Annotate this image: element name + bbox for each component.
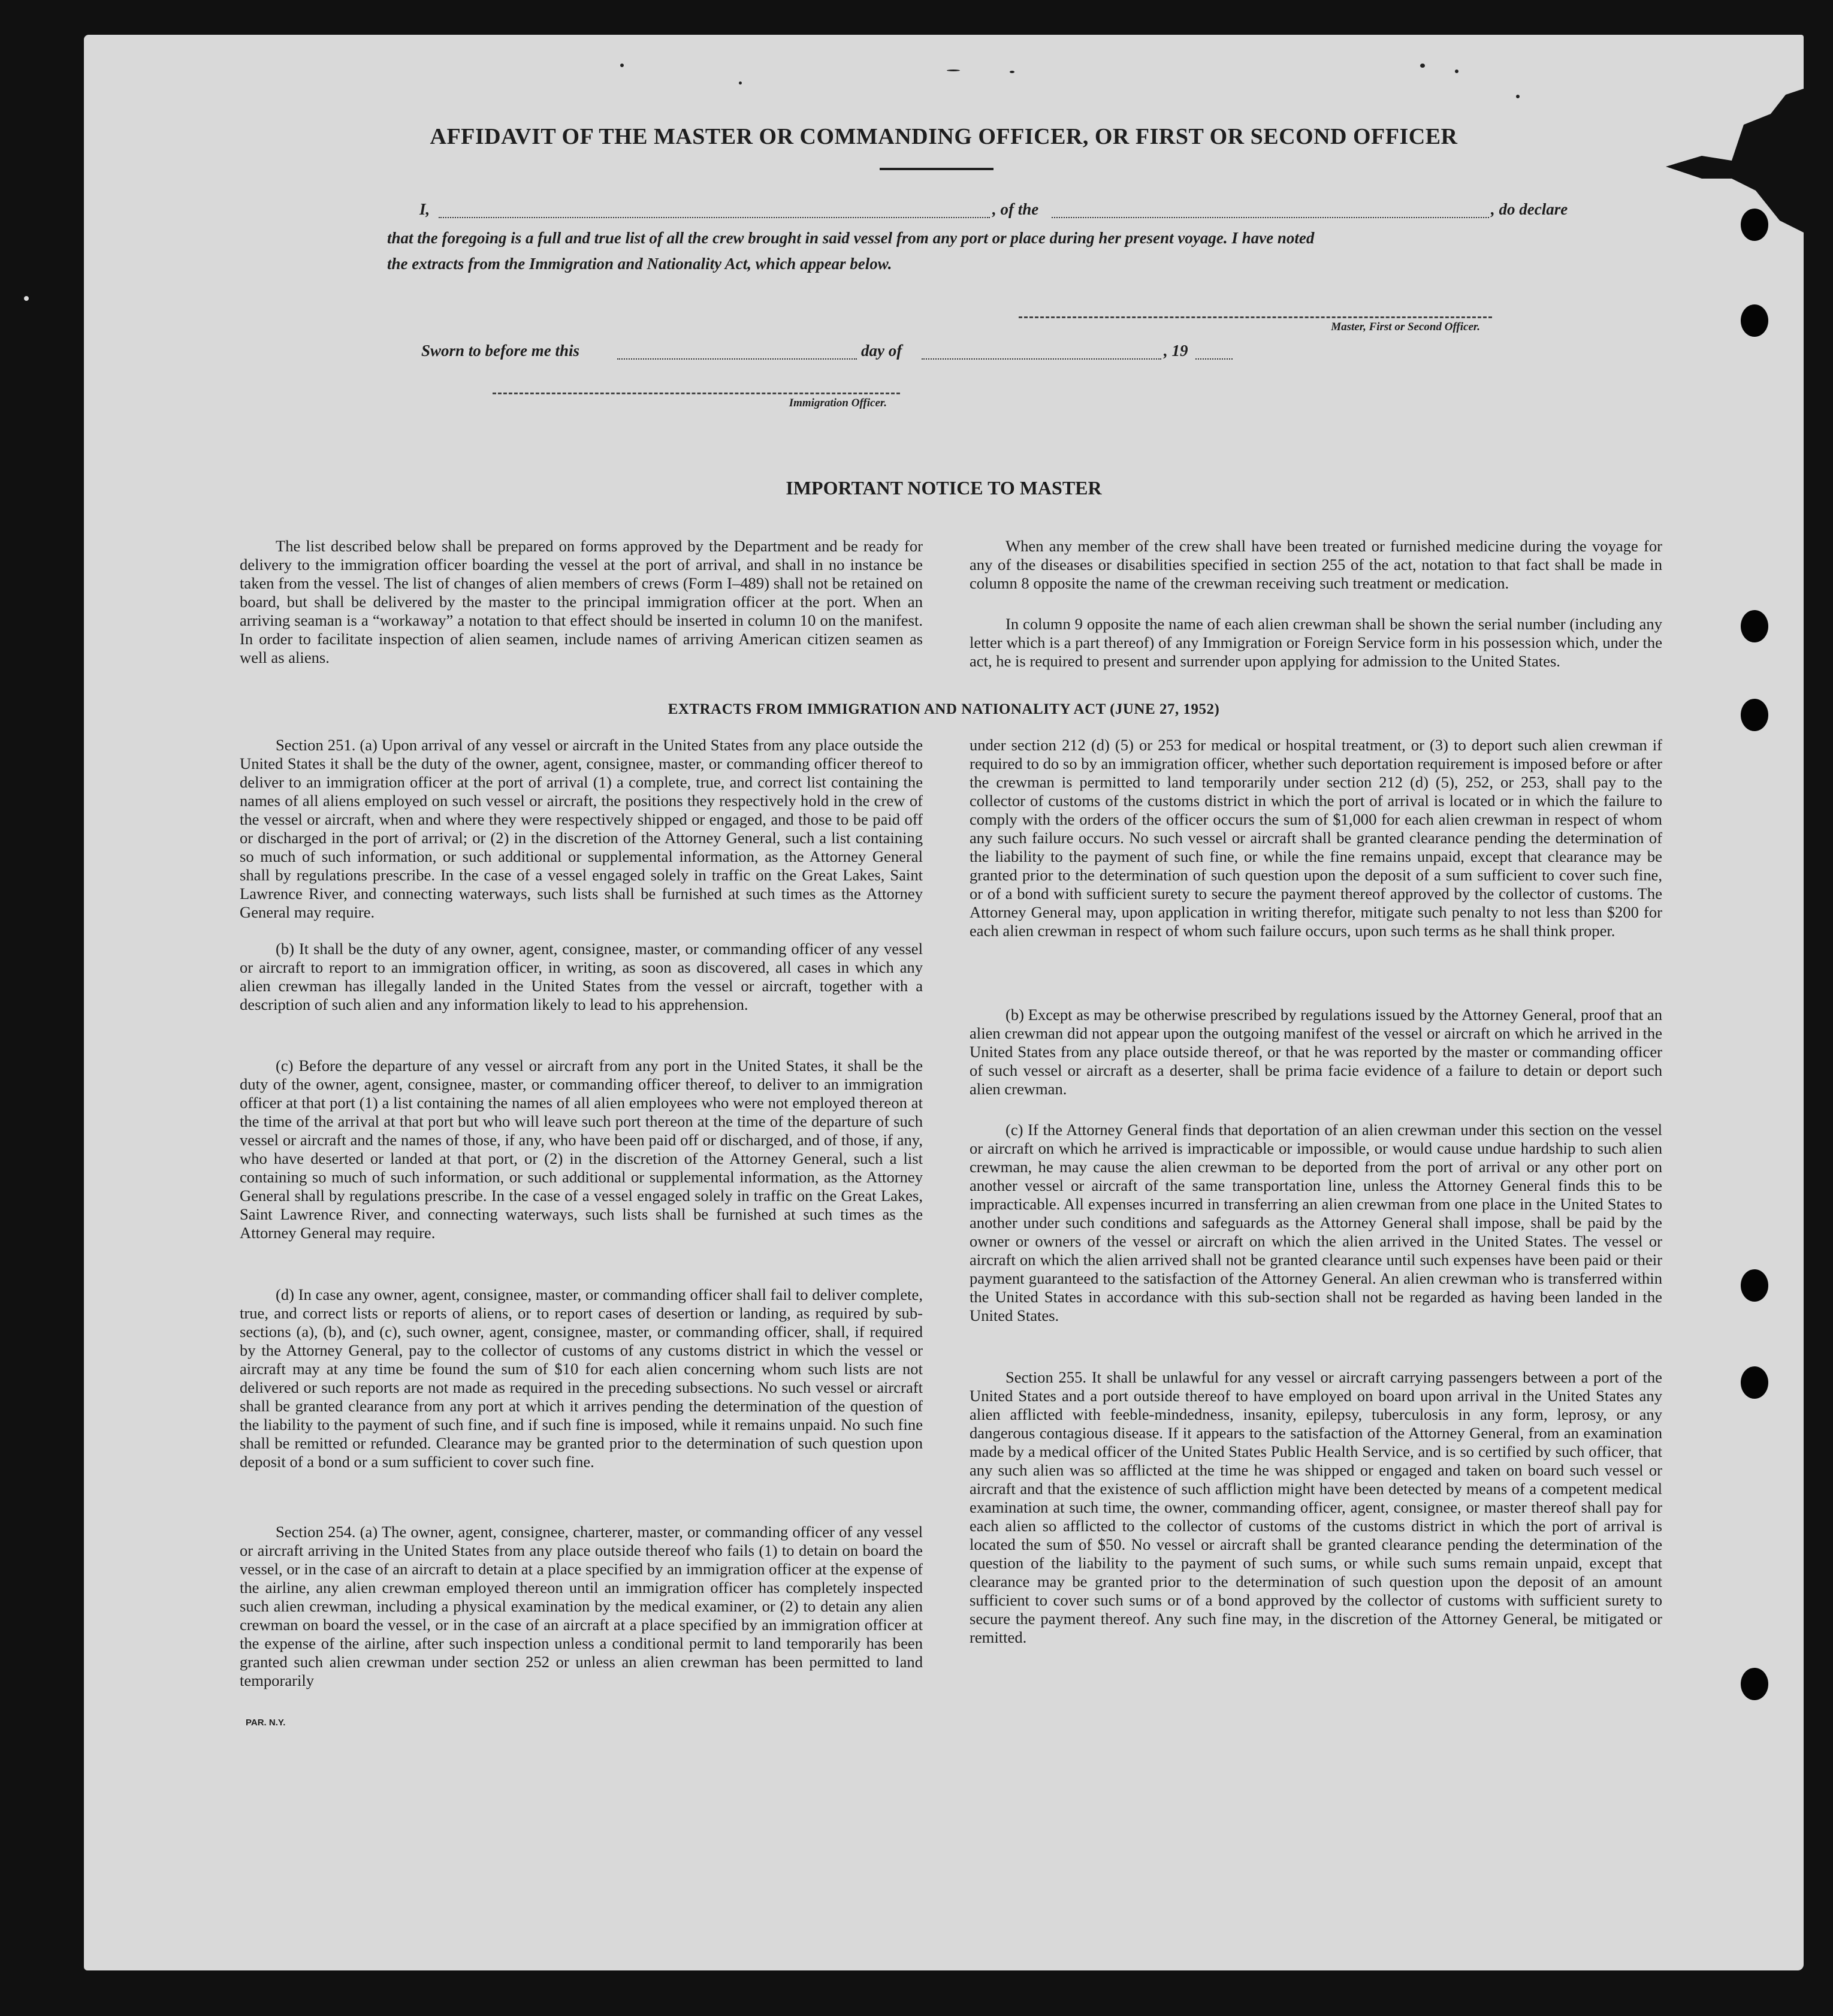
- dust-speck: [1420, 64, 1425, 68]
- affidavit-title: AFFIDAVIT OF THE MASTER OR COMMANDING OFFICER, OR FIRST OR SECOND OFFICER: [430, 124, 1458, 149]
- i-label: I,: [419, 200, 430, 218]
- dust-speck: [1010, 71, 1014, 73]
- section-255: Section 255. It shall be unlawful for any vessel or aircraft carrying passengers between a port of the United States and a port outside thereof to have employed on board upon arrival in the United States any alien afflicted with feeble-mindedness, insanity, epilepsy, tuberculosis in any form, leprosy, or any dangerous contagious disease. If it appears to the satisfaction of the Attorney General, from an examination made by a medical officer of the United States Public Health Service, and is so certified by such officer, that any such alien was so afflicted at the time he was shipped or engaged and taken on board such vessel or aircraft and that the existence of such affliction might have been detected by means of a competent medical examination at such time, the owner, commanding officer, agent, consignee, or master thereof shall pay for each alien so afflicted to the collector of customs of the customs district in which the port of arrival is located the sum of $50. No vessel or aircraft shall be granted clearance pending the determination of the question of the liability to the payment of such sums, or while such sums remain unpaid, except that clearance may be granted prior to the determination of such question upon the deposit of an amount sufficient to cover such sums or of a bond approved by the collector of customs with sufficient surety to secure the payment thereof. Any such fine may, in the discretion of the Attorney General, be mitigated or remitted.: [970, 1368, 1662, 1646]
- section-251-d: (d) In case any owner, agent, consignee, master, or commanding officer shall fail to deliver complete, true, and correct lists or reports of aliens, or to report cases of desertion or landing, as required by sub-sections (a), (b), and (c), such owner, agent, consignee, master, or commanding officer, shall, if required by the Attorney General, pay to the collector of customs of any customs district in which the vessel or aircraft may at any time be found the sum of $10 for each alien concerning whom such lists are not delivered or such reports are not made as required in the preceding subsections. No such vessel or aircraft shall be granted clearance from any port at which it arrives pending the determination of the question of the liability to the payment of such fine, and if such fine is imposed, while it remains unpaid. No such fine shall be remitted or refunded. Clearance may be granted prior to the determination of such question upon deposit of a bond or a sum sufficient to cover such fine.: [240, 1285, 923, 1471]
- punch-hole: [1741, 304, 1768, 337]
- name-field[interactable]: [439, 217, 990, 218]
- document-page: [84, 35, 1804, 1970]
- dust-speck: [947, 70, 960, 71]
- extracts-title: EXTRACTS FROM IMMIGRATION AND NATIONALITY ACT (JUNE 27, 1952): [668, 701, 1220, 717]
- do-declare-label: , do declare: [1491, 200, 1568, 218]
- punch-hole: [1741, 1668, 1768, 1700]
- title-rule: [880, 168, 993, 170]
- year-field[interactable]: [1195, 358, 1233, 360]
- vessel-field[interactable]: [1052, 217, 1489, 218]
- year-label: , 19: [1164, 342, 1188, 360]
- immigration-officer-signature-line[interactable]: [493, 393, 900, 394]
- dust-speck: [1516, 95, 1520, 98]
- sworn-label: Sworn to before me this: [421, 342, 580, 360]
- punch-hole: [1741, 610, 1768, 642]
- declaration-line-1: that the foregoing is a full and true list of all the crew brought in said vessel from any port or place during her present voyage. I have noted: [387, 229, 1315, 247]
- margin-speck: [24, 296, 29, 301]
- printer-mark: PAR. N.Y.: [246, 1718, 286, 1728]
- notice-right-paragraph-1: When any member of the crew shall have been treated or furnished medicine during the voyage for any of the diseases or disabilities specified in section 255 of the act, notation to that fact shall be made in column 8 opposite the name of the crewman receiving such treatment or medication.: [970, 537, 1662, 592]
- punch-hole: [1741, 699, 1768, 731]
- torn-corner: [1666, 89, 1804, 233]
- sworn-month-field[interactable]: [922, 358, 1161, 360]
- punch-hole: [1741, 1269, 1768, 1302]
- section-254-a: Section 254. (a) The owner, agent, consignee, charterer, master, or commanding officer of any vessel or aircraft arriving in the United States from any place outside thereof who fails (1) to detain on board the vessel, or in the case of an aircraft to detain at a place specified by an immigration officer at the expense of the airline, any alien crewman employed thereon until an immigration officer has completely inspected such alien crewman, including a physical examination by the medical examiner, or (2) to detain any alien crewman on board the vessel, or in the case of an aircraft at a place specified by an immigration officer at the expense of the airline, after such inspection unless a conditional permit to land temporarily has been granted such alien crewman under section 252 or unless an alien crewman has been permitted to land temporarily: [240, 1523, 923, 1689]
- section-251-a: Section 251. (a) Upon arrival of any vessel or aircraft in the United States from any place outside the United States it shall be the duty of the owner, agent, consignee, master, or commanding officer thereof to deliver to an immigration officer at the port of arrival (1) a complete, true, and correct list containing the names of all aliens employed on such vessel or aircraft, the positions they respectively hold in the crew of the vessel or aircraft, when and where they were respectively shipped or engaged, and those to be paid off or discharged in the port of arrival; or (2) in the discretion of the Attorney General, such a list containing so much of such information, or such additional or supplemental information, as the Attorney General shall by regulations prescribe. In the case of a vessel engaged solely in traffic on the Great Lakes, Saint Lawrence River, and connecting waterways, such lists shall be furnished at such times as the Attorney General may require.: [240, 736, 923, 921]
- section-254-b: (b) Except as may be otherwise prescribed by regulations issued by the Attorney General, proof that an alien crewman did not appear upon the outgoing manifest of the vessel or aircraft on which he arrived in the United States from any place outside thereof, or that he was reported by the master or commanding officer of such vessel or aircraft as a deserter, shall be prima facie evidence of a failure to detain or deport such alien crewman.: [970, 1006, 1662, 1098]
- master-signature-caption: Master, First or Second Officer.: [1331, 321, 1480, 333]
- of-the-label: , of the: [992, 200, 1039, 218]
- sworn-day-field[interactable]: [617, 358, 857, 360]
- section-254-a-continued: under section 212 (d) (5) or 253 for medical or hospital treatment, or (3) to deport such alien crewman if required to do so by an immigration officer, whether such deportation requirement is imposed before or after the crewman is permitted to land temporarily under section 212 (d) (5), 252, or 253, shall pay to the collector of customs of the customs district in which the port of arrival is located or in which the failure to comply with the orders of the officer occurs the sum of $1,000 for each alien crewman in respect of whom any such failure occurs. No such vessel or aircraft shall be granted clearance pending the determination of the liability to the payment of such fine, or while the fine remains unpaid, except that clearance may be granted prior to the determination of such question upon the deposit of a sum sufficient to cover such fine, or of a bond with sufficient surety to secure the payment thereof approved by the collector of customs. The Attorney General may, upon application in writing therefor, mitigate such penalty to not less than $200 for each alien crewman in respect of whom such failure occurs, upon such terms as he shall think proper.: [970, 736, 1662, 940]
- immigration-officer-caption: Immigration Officer.: [789, 397, 887, 409]
- section-254-c: (c) If the Attorney General finds that deportation of an alien crewman under this section on the vessel or aircraft on which he arrived is impracticable or impossible, or would cause undue hardship to such alien crewman, he may cause the alien crewman to be deported from the port of arrival or any other port on another vessel or aircraft of the same transportation line, unless the Attorney General finds this to be impracticable. All expenses incurred in transferring an alien crewman from one place in the United States to another under such conditions and safeguards as the Attorney General shall impose, shall be paid by the owner or owners of the vessel or aircraft on which the alien arrived in the United States. The vessel or aircraft on which the alien arrived shall not be granted clearance until such expenses have been paid or their payment guaranteed to the satisfaction of the Attorney General. An alien crewman who is transferred within the United States in accordance with this sub-section shall not be regarded as having been landed in the United States.: [970, 1121, 1662, 1324]
- notice-right-paragraph-2: In column 9 opposite the name of each alien crewman shall be shown the serial number (including any letter which is a part thereof) of any Immigration or Foreign Service form in his possession which, under the act, he is required to present and surrender upon applying for admission to the United States.: [970, 615, 1662, 670]
- dust-speck: [620, 64, 624, 67]
- notice-title: IMPORTANT NOTICE TO MASTER: [786, 477, 1102, 499]
- declaration-line-2: the extracts from the Immigration and Nationality Act, which appear below.: [387, 255, 892, 273]
- section-251-b: (b) It shall be the duty of any owner, agent, consignee, master, or commanding officer of any vessel or aircraft to report to an immigration officer, in writing, as soon as discovered, all cases in which any alien crewman has illegally landed in the United States from the vessel or aircraft, together with a description of such alien and any information likely to lead to his apprehension.: [240, 940, 923, 1013]
- dust-speck: [1455, 70, 1458, 73]
- day-of-label: day of: [861, 342, 902, 360]
- section-251-c: (c) Before the departure of any vessel or aircraft from any port in the United States, it shall be the duty of the owner, agent, consignee, master, or commanding officer thereof, to deliver to an immigration officer at that port (1) a list containing the names of all alien employees who were not employed thereon at the time of the arrival at that port but who will leave such port thereon at the time of the departure of such vessel or aircraft and the names of those, if any, who have been paid off or discharged, and of those, if any, who have deserted or landed at that port, or (2) in the discretion of the Attorney General, such a list containing so much of such information, or such additional or supplemental information, as the Attorney General shall by regulations prescribe. In the case of a vessel engaged solely in traffic on the Great Lakes, Saint Lawrence River, and connecting waterways, such lists shall be furnished at such times as the Attorney General may require.: [240, 1057, 923, 1242]
- dust-speck: [739, 82, 742, 84]
- master-signature-line[interactable]: [1019, 316, 1492, 318]
- punch-hole: [1741, 1366, 1768, 1399]
- notice-left-paragraph: The list described below shall be prepared on forms approved by the Department and be ready for delivery to the immigration officer boarding the vessel at the port of arrival, and shall in no instance be taken from the vessel. The list of changes of alien members of crews (Form I–489) shall not be retained on board, but shall be delivered by the master to the principal immigration officer at the port. When an arriving seaman is a “workaway” a notation to that effect should be inserted in column 10 on the manifest. In order to facilitate inspection of alien seamen, include names of arriving American citizen seamen as well as aliens.: [240, 537, 923, 666]
